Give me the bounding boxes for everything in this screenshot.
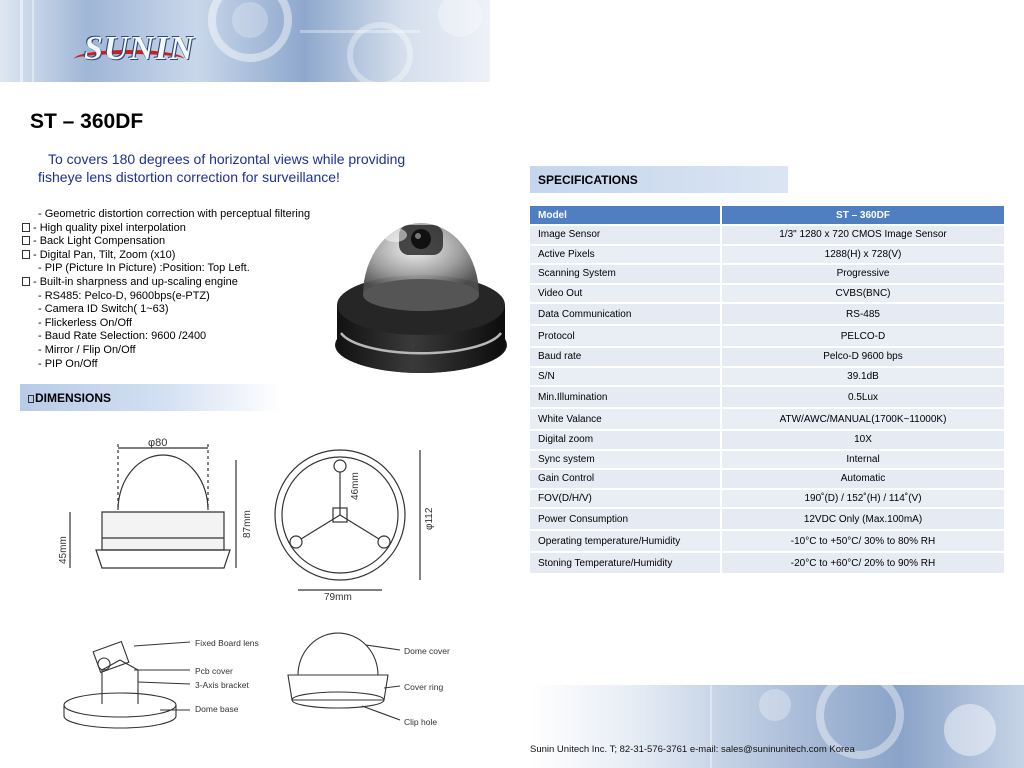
feature-item — [22, 303, 342, 317]
product-title: ST – 360DF — [30, 110, 144, 133]
bullet-icon — [22, 250, 30, 259]
dim-height-base-label: 45mm — [58, 536, 69, 564]
spec-row — [530, 304, 1004, 326]
spec-row — [530, 265, 1004, 285]
spec-label: Operating temperature/Humidity — [530, 531, 720, 553]
spec-row — [530, 531, 1004, 553]
feature-text: - Built-in sharpness and up-scaling engine — [33, 275, 238, 288]
spec-value: Pelco-D 9600 bps — [720, 348, 1004, 368]
feature-text: - PIP (Picture In Picture) :Position: Top Left. — [38, 262, 250, 275]
spec-label: Digital zoom — [530, 431, 720, 451]
feature-item — [22, 249, 342, 263]
spec-label: S/N — [530, 368, 720, 388]
spec-label: Baud rate — [530, 348, 720, 368]
feature-text: - Mirror / Flip On/Off — [38, 343, 136, 356]
spec-header-label: Model — [530, 206, 720, 226]
spec-row — [530, 246, 1004, 266]
spec-table-body — [530, 206, 1004, 575]
feature-text: - Digital Pan, Tilt, Zoom (x10) — [33, 248, 176, 261]
dim-hole-label: 46mm — [350, 472, 361, 500]
spec-row — [530, 509, 1004, 531]
feature-item — [22, 222, 342, 236]
header-decoration — [0, 0, 490, 82]
spec-value: 10X — [720, 431, 1004, 451]
spec-value: 0.5Lux — [720, 387, 1004, 409]
spec-label: Protocol — [530, 326, 720, 348]
spec-label: White Valance — [530, 409, 720, 431]
feature-list — [22, 208, 342, 371]
part-clip-hole-label: Clip hole — [404, 717, 438, 727]
part-pcb-cover-label: Pcb cover — [195, 666, 233, 676]
spec-value: 39.1dB — [720, 368, 1004, 388]
spec-row — [530, 326, 1004, 348]
spec-value: 1/3" 1280 x 720 CMOS Image Sensor — [720, 226, 1004, 246]
top-view-drawing — [275, 450, 420, 590]
feature-text: - Camera ID Switch( 1~63) — [38, 303, 169, 316]
spec-row — [530, 409, 1004, 431]
bullet-icon — [22, 223, 30, 232]
footer-contact: Sunin Unitech Inc. T; 82-31-576-3761 e-mail: sales@suninunitech.com Korea — [530, 744, 855, 755]
spec-row — [530, 451, 1004, 471]
assembled-dome-drawing — [288, 633, 400, 720]
spec-header-value: ST – 360DF — [720, 206, 1004, 226]
company-logo: SUNIN — [84, 30, 195, 67]
spec-row — [530, 387, 1004, 409]
part-dome-cover-label: Dome cover — [404, 646, 450, 656]
feature-text: - High quality pixel interpolation — [33, 221, 186, 234]
spec-value: RS-485 — [720, 304, 1004, 326]
spec-label: Data Communication — [530, 304, 720, 326]
footer-decoration — [530, 685, 1024, 768]
spec-label: FOV(D/H/V) — [530, 490, 720, 510]
spec-row — [530, 431, 1004, 451]
feature-item — [22, 344, 342, 358]
footer-banner — [530, 685, 1024, 768]
feature-text: - RS485: Pelco-D, 9600bps(e-PTZ) — [38, 289, 210, 302]
spec-value: -20°C to +60°C/ 20% to 90% RH — [720, 553, 1004, 575]
spec-label: Video Out — [530, 285, 720, 305]
dimensions-header — [20, 384, 282, 411]
dimensions-bullet-icon — [28, 395, 34, 403]
feature-item — [22, 276, 342, 290]
side-view-drawing — [70, 444, 236, 568]
spec-value: 190˚(D) / 152˚(H) / 114˚(V) — [720, 490, 1004, 510]
spec-label: Stoning Temperature/Humidity — [530, 553, 720, 575]
spec-value: Automatic — [720, 470, 1004, 490]
feature-item — [22, 290, 342, 304]
spec-label: Image Sensor — [530, 226, 720, 246]
dimension-drawings — [40, 420, 480, 765]
part-fixed-board-lens-label: Fixed Board lens — [195, 638, 259, 648]
tagline-line-1: To covers 180 degrees of horizontal views while providing — [48, 151, 406, 167]
spec-row — [530, 490, 1004, 510]
spec-table-header-row — [530, 206, 1004, 226]
feature-item — [22, 235, 342, 249]
bullet-icon — [22, 236, 30, 245]
spec-value: CVBS(BNC) — [720, 285, 1004, 305]
feature-text: - Flickerless On/Off — [38, 316, 132, 329]
feature-item — [22, 317, 342, 331]
spec-label: Gain Control — [530, 470, 720, 490]
header-banner — [0, 0, 490, 82]
spec-row — [530, 285, 1004, 305]
spec-value: Progressive — [720, 265, 1004, 285]
part-cover-ring-label: Cover ring — [404, 682, 444, 692]
spec-label: Active Pixels — [530, 246, 720, 266]
feature-item — [22, 358, 342, 372]
part-dome-base-label: Dome base — [195, 704, 239, 714]
feature-item — [22, 262, 342, 276]
feature-text: - Baud Rate Selection: 9600 /2400 — [38, 330, 207, 343]
spec-row — [530, 348, 1004, 368]
part-axis-bracket-label: 3-Axis bracket — [195, 680, 249, 690]
feature-text: - Back Light Compensation — [33, 235, 166, 248]
dimensions-label: DIMENSIONS — [35, 391, 112, 405]
exploded-view-drawing — [64, 642, 190, 728]
feature-text: - PIP On/Off — [38, 357, 98, 370]
spec-value: 1288(H) x 728(V) — [720, 246, 1004, 266]
spec-value: ATW/AWC/MANUAL(1700K~11000K) — [720, 409, 1004, 431]
spec-label: Sync system — [530, 451, 720, 471]
feature-text: - Geometric distortion correction with perceptual filtering — [38, 208, 311, 220]
camera-photo — [333, 195, 508, 375]
dim-circle-label: φ112 — [424, 507, 435, 530]
tagline-line-2: fisheye lens distortion correction for surveillance! — [38, 169, 340, 185]
product-tagline — [38, 150, 438, 186]
spec-row — [530, 553, 1004, 575]
specifications-header: SPECIFICATIONS — [530, 166, 788, 193]
spec-label: Min.Illumination — [530, 387, 720, 409]
spec-label: Scanning System — [530, 265, 720, 285]
dim-diameter-label: φ80 — [148, 437, 168, 449]
spec-value: -10°C to +50°C/ 30% to 80% RH — [720, 531, 1004, 553]
spec-label: Power Consumption — [530, 509, 720, 531]
dim-width-bottom-label: 79mm — [324, 592, 352, 603]
spec-row — [530, 470, 1004, 490]
feature-item — [22, 330, 342, 344]
dim-height-total-label: 87mm — [242, 510, 253, 538]
feature-item — [22, 208, 342, 222]
spec-table — [530, 206, 1004, 575]
spec-value: PELCO-D — [720, 326, 1004, 348]
spec-row — [530, 368, 1004, 388]
bullet-icon — [22, 277, 30, 286]
spec-row — [530, 226, 1004, 246]
spec-value: 12VDC Only (Max.100mA) — [720, 509, 1004, 531]
spec-value: Internal — [720, 451, 1004, 471]
